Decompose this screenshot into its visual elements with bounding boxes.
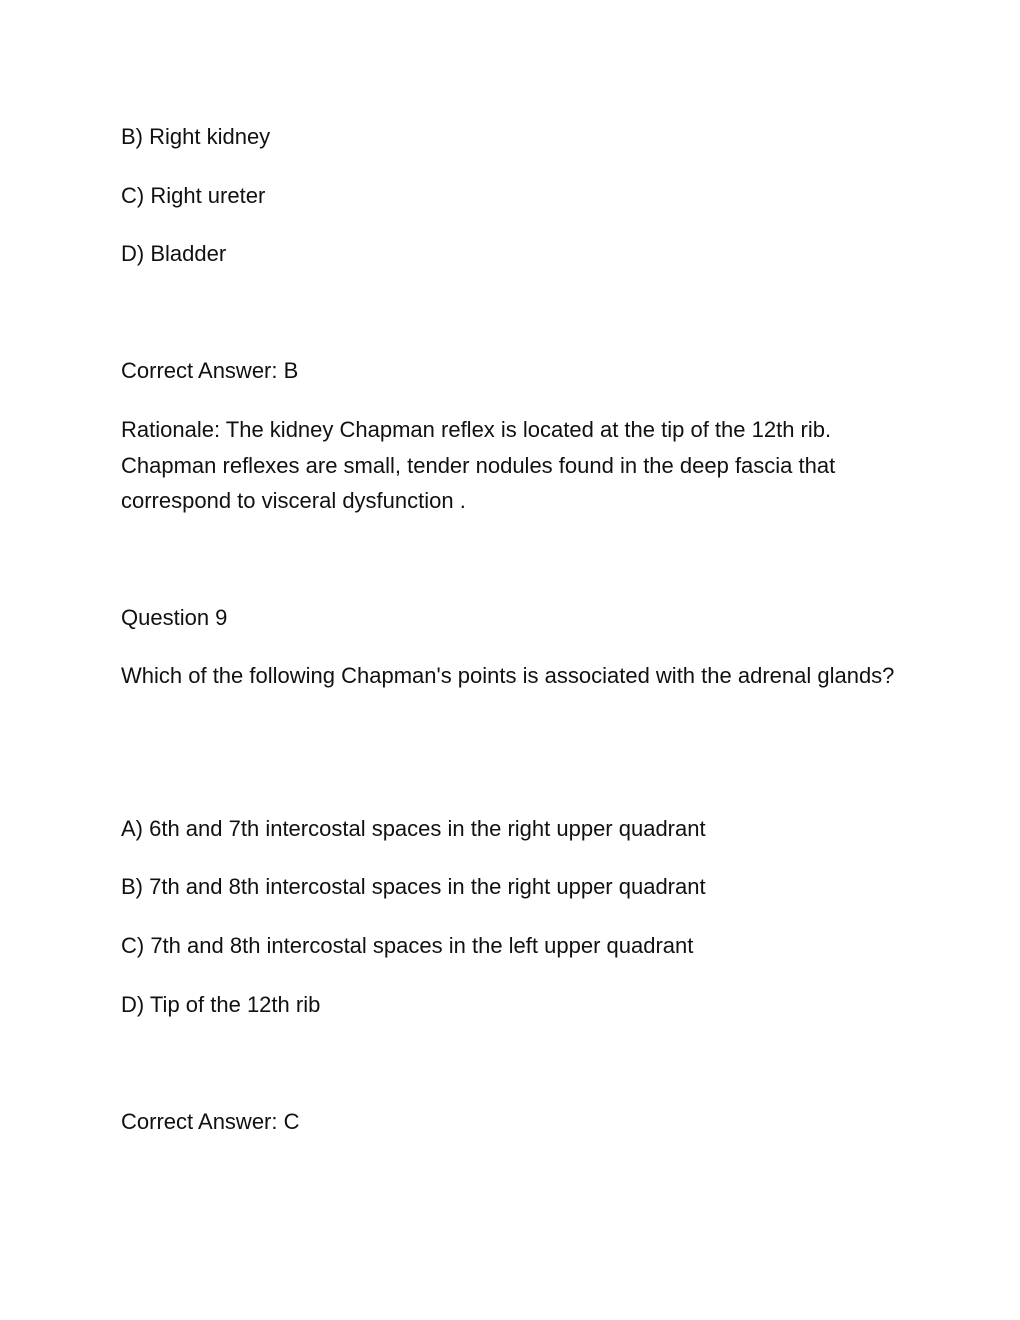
option-c-previous: C) Right ureter [121, 183, 266, 208]
option-d-previous: D) Bladder [121, 241, 227, 266]
question-9-option-c: C) 7th and 8th intercostal spaces in the left upper quadrant [121, 933, 694, 958]
option-b-previous: B) Right kidney [121, 124, 271, 149]
correct-answer-previous: Correct Answer: B [121, 358, 299, 383]
question-9-prompt: Which of the following Chapman's points is associated with the adrenal glands? [121, 663, 895, 688]
question-9-option-b: B) 7th and 8th intercostal spaces in the right upper quadrant [121, 874, 706, 899]
question-9-option-d: D) Tip of the 12th rib [121, 992, 321, 1017]
question-9-correct-answer: Correct Answer: C [121, 1109, 300, 1134]
question-9-option-a: A) 6th and 7th intercostal spaces in the right upper quadrant [121, 816, 706, 841]
question-9-heading: Question 9 [121, 605, 228, 630]
rationale-text: Rationale: The kidney Chapman reflex is located at the tip of the 12th rib. Chapman reflexes are small, tender nodules found in the deep fascia that correspond to visceral dysfunction . [121, 417, 836, 513]
